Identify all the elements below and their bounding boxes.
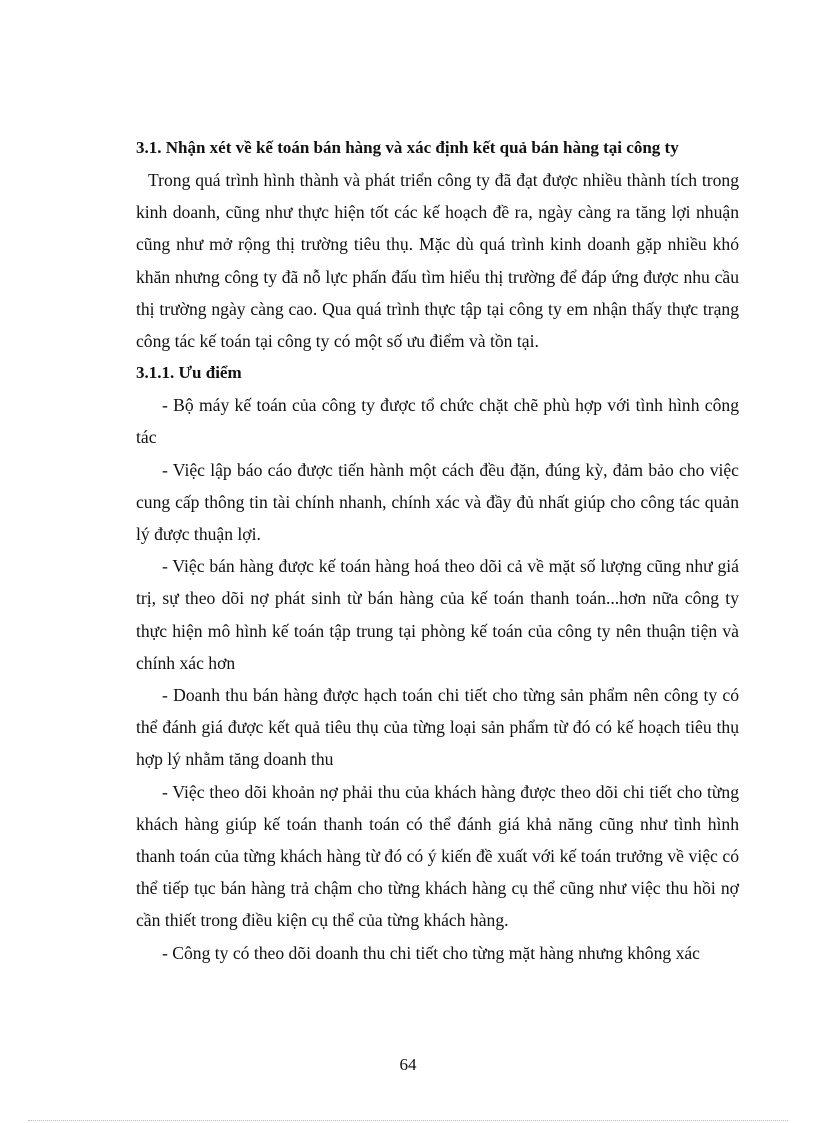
page-content: [136, 132, 739, 969]
bullet-paragraph-1: - Bộ máy kế toán của công ty được tổ chức chặt chẽ phù hợp với tình hình công tác: [136, 395, 739, 448]
bullet-paragraph-4: - Doanh thu bán hàng được hạch toán chi tiết cho từng sản phẩm nên công ty có thể đánh giá được kết quả tiêu thụ của từng loại sản phẩm từ đó có kế hoạch tiêu thụ hợp lý nhằm tăng doanh thu: [136, 685, 739, 770]
page-bottom-divider: [28, 1120, 788, 1121]
bullet-paragraph-3: - Việc bán hàng được kế toán hàng hoá theo dõi cả về mặt số lượng cũng như giá trị, sự theo dõi nợ phát sinh từ bán hàng của kế toán thanh toán...hơn nữa công ty thực hiện mô hình kế toán tập trung tại phòng kế toán của công ty nên thuận tiện và chính xác hơn: [136, 556, 739, 673]
intro-paragraph: Trong quá trình hình thành và phát triển công ty đã đạt được nhiều thành tích trong kinh doanh, cũng như thực hiện tốt các kế hoạch đề ra, ngày càng ra tăng lợi nhuận cũng như mở rộng thị trường tiêu thụ. Mặc dù quá trình kinh doanh gặp nhiều khó khăn nhưng công ty đã nỗ lực phấn đấu tìm hiểu thị trường để đáp ứng được nhu cầu thị trường ngày càng cao. Qua quá trình thực tập tại công ty em nhận thấy thực trạng công tác kế toán tại công ty có một số ưu điểm và tồn tại.: [136, 170, 739, 352]
page-number: 64: [399, 1055, 417, 1074]
bullet-paragraph-2: - Việc lập báo cáo được tiến hành một cách đều đặn, đúng kỳ, đảm bảo cho việc cung cấp thông tin tài chính nhanh, chính xác và đầy đủ nhất giúp cho công tác quản lý được thuận lợi.: [136, 459, 739, 545]
bullet-paragraph-6: - Công ty có theo dõi doanh thu chi tiết cho từng mặt hàng nhưng không xác: [162, 942, 700, 963]
subsection-heading: 3.1.1. Ưu điểm: [136, 363, 242, 383]
section-heading: 3.1. Nhận xét về kế toán bán hàng và xác định kết quả bán hàng tại công ty: [136, 138, 679, 157]
bullet-paragraph-5: - Việc theo dõi khoản nợ phải thu của khách hàng được theo dõi chi tiết cho từng khách hàng giúp kế toán thanh toán có thể đánh giá khả năng cũng như tình hình thanh toán của từng khách hàng từ đó có ý kiến đề xuất với kế toán trưởng về việc có thể tiếp tục bán hàng trả chậm cho từng khách hàng cụ thể cũng như việc thu hồi nợ cần thiết trong điều kiện cụ thể của từng khách hàng.: [136, 781, 739, 931]
